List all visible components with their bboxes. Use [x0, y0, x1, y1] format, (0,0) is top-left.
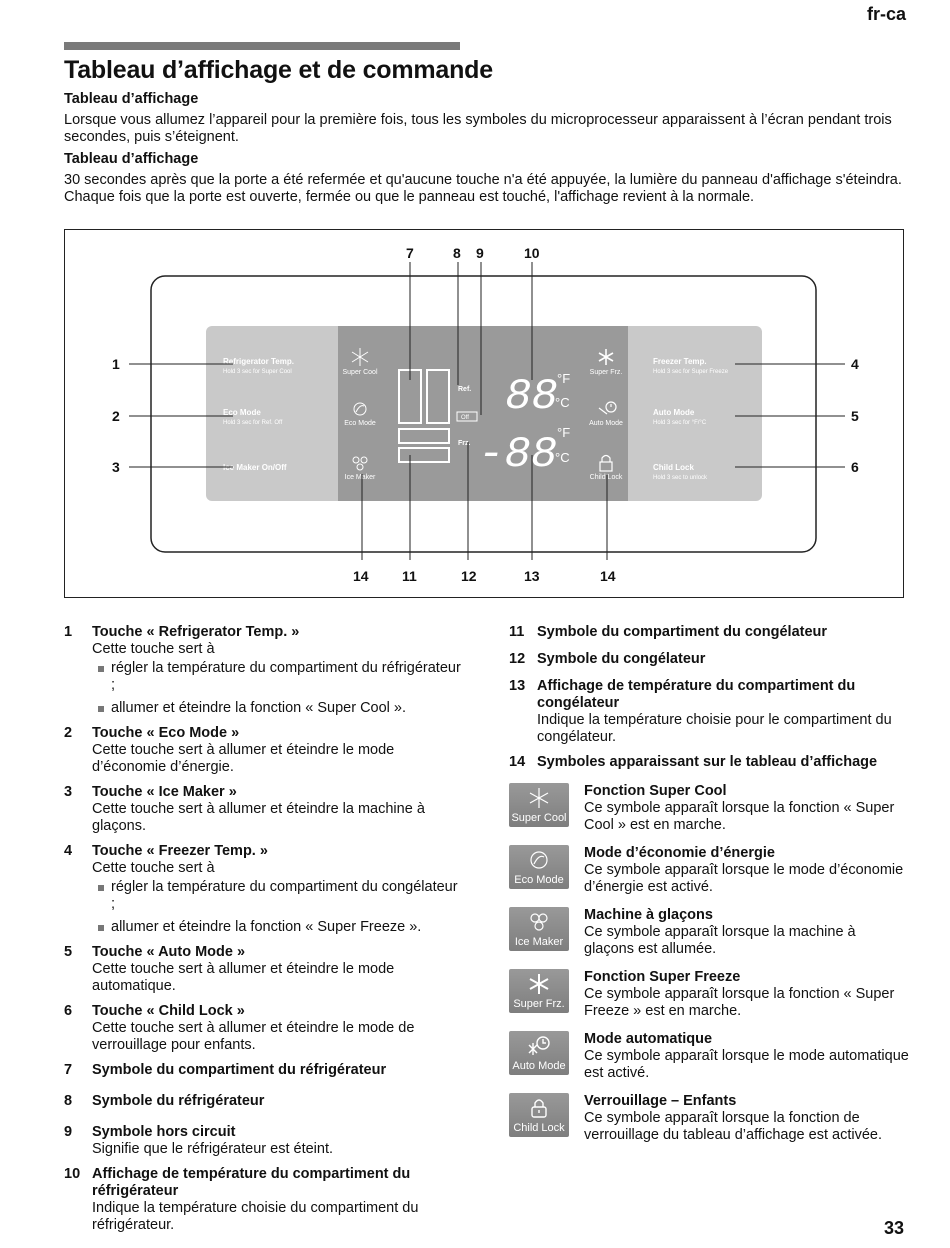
- ice-cubes-icon: Ice Maker: [509, 907, 569, 951]
- list-item-1: 1 Touche « Refrigerator Temp. » Cette touche sert à régler la température du compartiment du réfrigérateur ; allumer et éteindre la fonction « Super Cool ».: [64, 624, 461, 716]
- left-label-3: Ice Maker On/Off: [223, 463, 287, 472]
- left-label-2: Eco Mode: [223, 408, 261, 417]
- symbol-auto-mode: Auto Mode Mode automatique Ce symbole apparaît lorsque le mode automatique est activé.: [509, 1031, 909, 1082]
- freezer-unit-f: °F: [557, 425, 571, 440]
- callout-12: 12: [461, 568, 477, 584]
- control-panel-figure: [64, 229, 904, 598]
- page-number: 33: [883, 1218, 904, 1238]
- list-item-14: 14 Symboles apparaissant sur le tableau d’affichage: [509, 754, 878, 770]
- right-column: [509, 624, 909, 1155]
- list-item-2: 2 Touche « Eco Mode » Cette touche sert à allumer et éteindre le mode d’économie d’énergie.: [64, 725, 395, 775]
- list-item-12: 12 Symbole du congélateur: [509, 651, 706, 667]
- right-label-1-sub: Hold 3 sec for Super Freeze: [653, 369, 729, 375]
- callout-13: 13: [524, 568, 540, 584]
- symbol-child-lock: Child Lock Verrouillage – Enfants Ce symbole apparaît lorsque la fonction de verrouillage du tableau d’affichage est activée.: [509, 1093, 909, 1144]
- right-label-2: Auto Mode: [653, 408, 695, 417]
- left-label-1: Refrigerator Temp.: [223, 357, 294, 366]
- snowflake-outline-icon: Super Cool: [509, 783, 569, 827]
- list-item-13: 13 Affichage de température du compartiment du congélateur Indique la température choisie pour le compartiment du congélateur.: [509, 678, 892, 745]
- symbol-super-freeze: Super Frz. Fonction Super Freeze Ce symbole apparaît lorsque la fonction « Super Freeze » est en marche.: [509, 969, 909, 1020]
- callout-14a: 14: [353, 568, 369, 584]
- list-item-11: 11 Symbole du compartiment du congélateur: [509, 624, 828, 640]
- intro-paragraph-2: 30 secondes après que la porte a été refermée et qu'aucune touche n'a été appuyée, la lumière du panneau d'affichage s'éteindra. Chaque fois que la porte est ouverte, fermée ou que le panneau est touché, l'affichage revient à la normale.: [64, 172, 902, 205]
- left-column: [64, 624, 464, 1242]
- list-item-5: 5 Touche « Auto Mode » Cette touche sert à allumer et éteindre le mode automatique.: [64, 944, 395, 994]
- section-subtitle-1: Tableau d’affichage: [64, 91, 199, 107]
- callout-11: 11: [402, 568, 417, 584]
- control-panel-diagram: [65, 230, 903, 597]
- callout-3: 3: [112, 459, 120, 475]
- list-item-8: 8 Symbole du réfrigérateur: [64, 1093, 265, 1109]
- header-rule: [64, 42, 460, 50]
- refrigerator-temperature-display: 88: [505, 372, 558, 422]
- language-tag: fr-ca: [866, 4, 906, 24]
- auto-mode-icon: Auto Mode: [509, 1031, 569, 1075]
- right-label-3-sub: Hold 3 sec to unlock: [653, 475, 708, 481]
- intro-paragraph-1: Lorsque vous allumez l’appareil pour la première fois, tous les symboles du microprocesseur apparaissent à l’écran pendant trois secondes, puis s’éteignent.: [64, 112, 892, 145]
- icon-label-child-lock: Child Lock: [589, 474, 623, 481]
- callout-7: 7: [406, 245, 414, 261]
- callout-4: 4: [851, 356, 859, 372]
- left-label-2-sub: Hold 3 sec for Ref. Off: [223, 420, 283, 426]
- callout-5: 5: [851, 408, 859, 424]
- off-symbol: Off: [461, 415, 469, 421]
- frz-symbol: Frz.: [458, 440, 471, 447]
- freezer-temperature-display: -88: [478, 430, 558, 480]
- symbol-ice-maker: Ice Maker Machine à glaçons Ce symbole apparaît lorsque la machine à glaçons est allumée.: [509, 907, 909, 958]
- lock-icon: Child Lock: [509, 1093, 569, 1137]
- right-label-1: Freezer Temp.: [653, 357, 707, 366]
- section-subtitle-2: Tableau d’affichage: [64, 151, 199, 167]
- callout-14b: 14: [600, 568, 616, 584]
- refrigerator-unit-c: °C: [555, 395, 570, 410]
- leaf-icon: Eco Mode: [509, 845, 569, 889]
- list-item-3: 3 Touche « Ice Maker » Cette touche sert à allumer et éteindre la machine à glaçons.: [64, 784, 425, 834]
- callout-6: 6: [851, 459, 859, 475]
- symbol-super-cool: Super Cool Fonction Super Cool Ce symbole apparaît lorsque la fonction « Super Cool » est en marche.: [509, 783, 909, 834]
- callout-1: 1: [112, 356, 120, 372]
- right-label-3: Child Lock: [653, 463, 694, 472]
- callout-2: 2: [112, 408, 120, 424]
- symbol-eco-mode: Eco Mode Mode d’économie d’énergie Ce symbole apparaît lorsque le mode d’économie d’énergie est activé.: [509, 845, 909, 896]
- callout-10: 10: [524, 245, 540, 261]
- ref-symbol: Ref.: [458, 386, 472, 393]
- icon-label-auto-mode: Auto Mode: [589, 420, 623, 427]
- page-title: Tableau d’affichage et de commande: [64, 56, 493, 84]
- right-label-2-sub: Hold 3 sec for °F/°C: [653, 420, 707, 426]
- left-label-1-sub: Hold 3 sec for Super Cool: [223, 369, 292, 375]
- snowflake-icon: Super Frz.: [509, 969, 569, 1013]
- list-item-6: 6 Touche « Child Lock » Cette touche sert à allumer et éteindre le mode de verrouillage pour enfants.: [64, 1003, 415, 1053]
- freezer-unit-c: °C: [555, 450, 570, 465]
- list-item-10: 10 Affichage de température du compartiment du réfrigérateur Indique la température choisie du compartiment du réfrigérateur.: [64, 1166, 419, 1233]
- icon-label-ice-maker: Ice Maker: [344, 474, 376, 481]
- list-item-9: 9 Symbole hors circuit Signifie que le réfrigérateur est éteint.: [64, 1124, 333, 1157]
- callout-8: 8: [453, 245, 461, 261]
- icon-label-eco-mode: Eco Mode: [344, 420, 376, 427]
- icon-label-super-cool: Super Cool: [342, 369, 378, 376]
- callout-9: 9: [476, 245, 484, 261]
- refrigerator-unit-f: °F: [557, 371, 571, 386]
- list-item-4: 4 Touche « Freezer Temp. » Cette touche sert à régler la température du compartiment du congélateur ; allumer et éteindre la fonction « Super Freeze ».: [64, 843, 458, 935]
- list-item-7: 7 Symbole du compartiment du réfrigérateur: [64, 1062, 387, 1078]
- icon-label-super-frz: Super Frz.: [589, 369, 623, 376]
